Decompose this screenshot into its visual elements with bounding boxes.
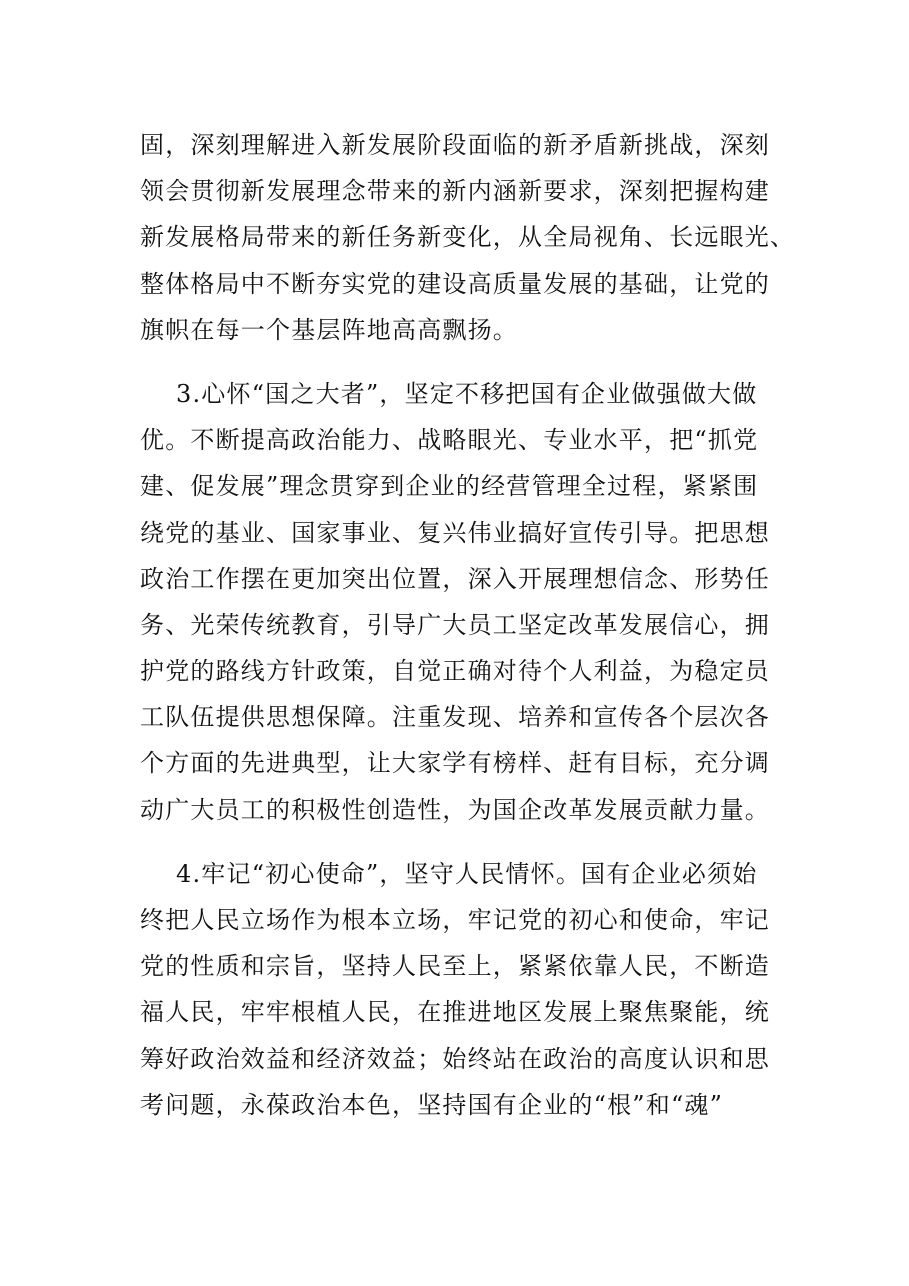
paragraph-line: 旗帜在每一个基层阵地高高飘扬。 bbox=[140, 315, 518, 344]
paragraph-line: 护党的路线方针政策，自觉正确对待个人利益，为稳定员 bbox=[140, 657, 770, 686]
paragraph-line: 筹好政治效益和经济效益；始终站在政治的高度认识和思 bbox=[140, 1044, 770, 1073]
paragraph-line: 考问题，永葆政治本色，坚持国有企业的“根”和“魂” bbox=[140, 1090, 724, 1119]
paragraph-line: 建、促发展”理念贯穿到企业的经营管理全过程，紧紧围 bbox=[140, 472, 759, 501]
paragraph-heading-line: 3.心怀“国之大者”，坚定不移把国有企业做强做大做 bbox=[176, 379, 758, 408]
paragraph-line: 终把人民立场作为根本立场，牢记党的初心和使命，牢记 bbox=[140, 906, 770, 934]
paragraph-spacer bbox=[140, 833, 780, 851]
paragraph-line: 动广大员工的积极性创造性，为国企改革发展贡献力量。 bbox=[140, 795, 770, 824]
paragraph-2 bbox=[140, 371, 780, 833]
paragraph-3 bbox=[140, 851, 780, 1128]
paragraph-line: 固，深刻理解进入新发展阶段面临的新矛盾新挑战，深刻 bbox=[140, 131, 770, 159]
paragraph-1 bbox=[140, 122, 796, 353]
paragraph-line: 务、光荣传统教育，引导广大员工坚定改革发展信心，拥 bbox=[140, 610, 770, 639]
paragraph-heading-line: 4.牢记“初心使命”，坚守人民情怀。国有企业必须始 bbox=[176, 859, 758, 888]
paragraph-line: 整体格局中不断夯实党的建设高质量发展的基础，让党的 bbox=[140, 269, 770, 298]
paragraph-line: 绕党的基业、国家事业、复兴伟业搞好宣传引导。把思想 bbox=[140, 518, 770, 547]
paragraph-line: 福人民，牢牢根植人民，在推进地区发展上聚焦聚能，统 bbox=[140, 998, 770, 1027]
paragraph-line: 党的性质和宗旨，坚持人民至上，紧紧依靠人民，不断造 bbox=[140, 952, 770, 981]
paragraph-line: 工队伍提供思想保障。注重发现、培养和宣传各个层次各 bbox=[140, 703, 770, 732]
paragraph-spacer bbox=[140, 353, 780, 371]
paragraph-line: 领会贯彻新发展理念带来的新内涵新要求，深刻把握构建 bbox=[140, 177, 770, 206]
paragraph-line: 政治工作摆在更加突出位置，深入开展理想信念、形势任 bbox=[140, 564, 770, 593]
document-body bbox=[140, 122, 796, 1128]
paragraph-line: 新发展格局带来的新任务新变化，从全局视角、长远眼光、 bbox=[140, 223, 796, 252]
paragraph-line: 个方面的先进典型，让大家学有榜样、赶有目标，充分调 bbox=[140, 749, 770, 778]
paragraph-line: 优。不断提高政治能力、战略眼光、专业水平，把“抓党 bbox=[140, 426, 759, 455]
